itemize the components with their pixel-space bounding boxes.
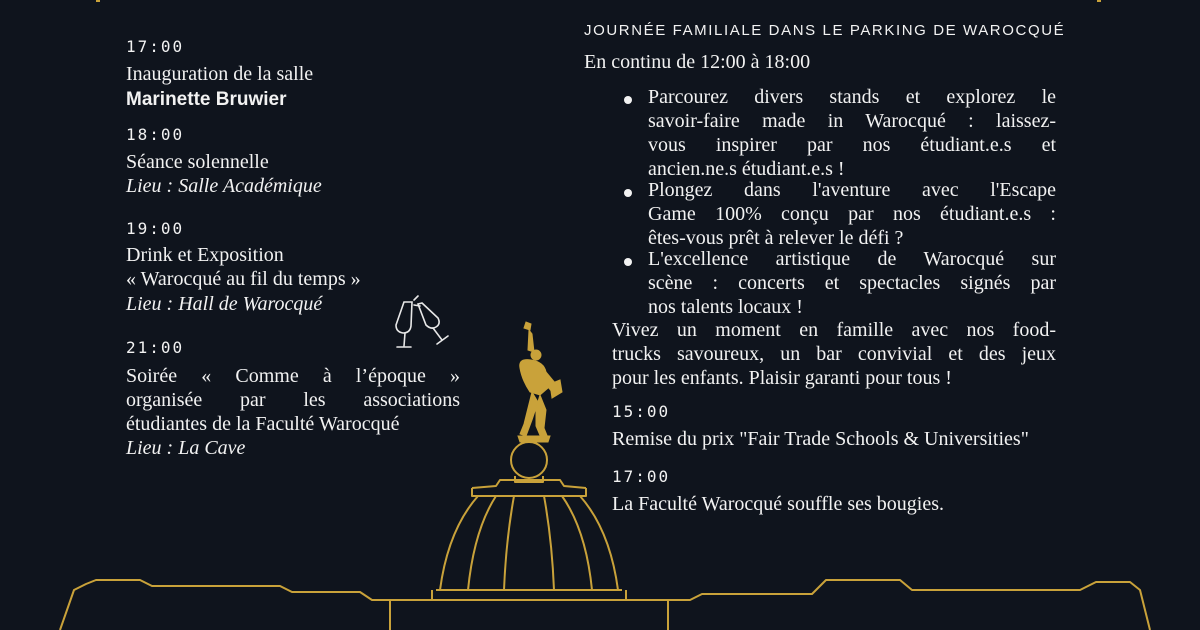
- event-text: étudiantes de la Faculté Warocqué: [126, 413, 400, 435]
- bullet-line: Parcourez divers stands et explorez le: [648, 86, 1056, 108]
- event-time: 17:00: [612, 467, 671, 486]
- event-time: 18:00: [126, 125, 185, 144]
- bullet-line: vous inspirer par nos étudiant.e.s et: [648, 134, 1056, 156]
- event-place: Lieu : La Cave: [126, 437, 246, 459]
- mercury-statue-illustration: [518, 322, 562, 442]
- bullet-line: L'excellence artistique de Warocqué sur: [648, 248, 1056, 270]
- building-dome-illustration: [60, 442, 1150, 630]
- event-text: organisée par les associations: [126, 389, 460, 411]
- bullet-line: Plongez dans l'aventure avec l'Escape: [648, 179, 1056, 201]
- paragraph-line: trucks savoureux, un bar convivial et des jeux: [612, 343, 1056, 365]
- section-heading: JOURNÉE FAMILIALE DANS LE PARKING DE WAROCQUÉ: [584, 22, 1066, 39]
- event-text: Séance solennelle: [126, 151, 269, 173]
- champagne-glasses-icon: [396, 296, 448, 347]
- bullet-line: êtes-vous prêt à relever le défi ?: [648, 227, 904, 249]
- bullet-line: savoir-faire made in Warocqué : laissez-: [648, 110, 1056, 132]
- paragraph-line: pour les enfants. Plaisir garanti pour tous !: [612, 367, 952, 389]
- event-time: 21:00: [126, 338, 185, 357]
- event-place: Lieu : Hall de Warocqué: [126, 293, 323, 315]
- bullet-line: Game 100% conçu par nos étudiant.e.s :: [648, 203, 1056, 225]
- section-subheading: En continu de 12:00 à 18:00: [584, 51, 811, 73]
- event-text: Soirée « Comme à l’époque »: [126, 365, 460, 387]
- event-bold-name: Marinette Bruwier: [126, 89, 287, 110]
- bullet-line: nos talents locaux !: [648, 296, 803, 318]
- event-text: Inauguration de la salle: [126, 63, 314, 85]
- paragraph-line: Vivez un moment en famille avec nos food-: [612, 319, 1056, 341]
- event-time: 17:00: [126, 37, 185, 56]
- bullet-line: scène : concerts et spectacles signés par: [648, 272, 1056, 294]
- event-text: Drink et Exposition: [126, 244, 284, 266]
- event-time: 15:00: [612, 402, 671, 421]
- event-text: La Faculté Warocqué souffle ses bougies.: [612, 493, 945, 515]
- event-place: Lieu : Salle Académique: [126, 175, 322, 197]
- event-time: 19:00: [126, 219, 185, 238]
- bullet-line: ancien.ne.s étudiant.e.s !: [648, 158, 845, 180]
- event-text: Remise du prix "Fair Trade Schools & Universities": [612, 428, 1029, 450]
- event-text: « Warocqué au fil du temps »: [126, 268, 361, 290]
